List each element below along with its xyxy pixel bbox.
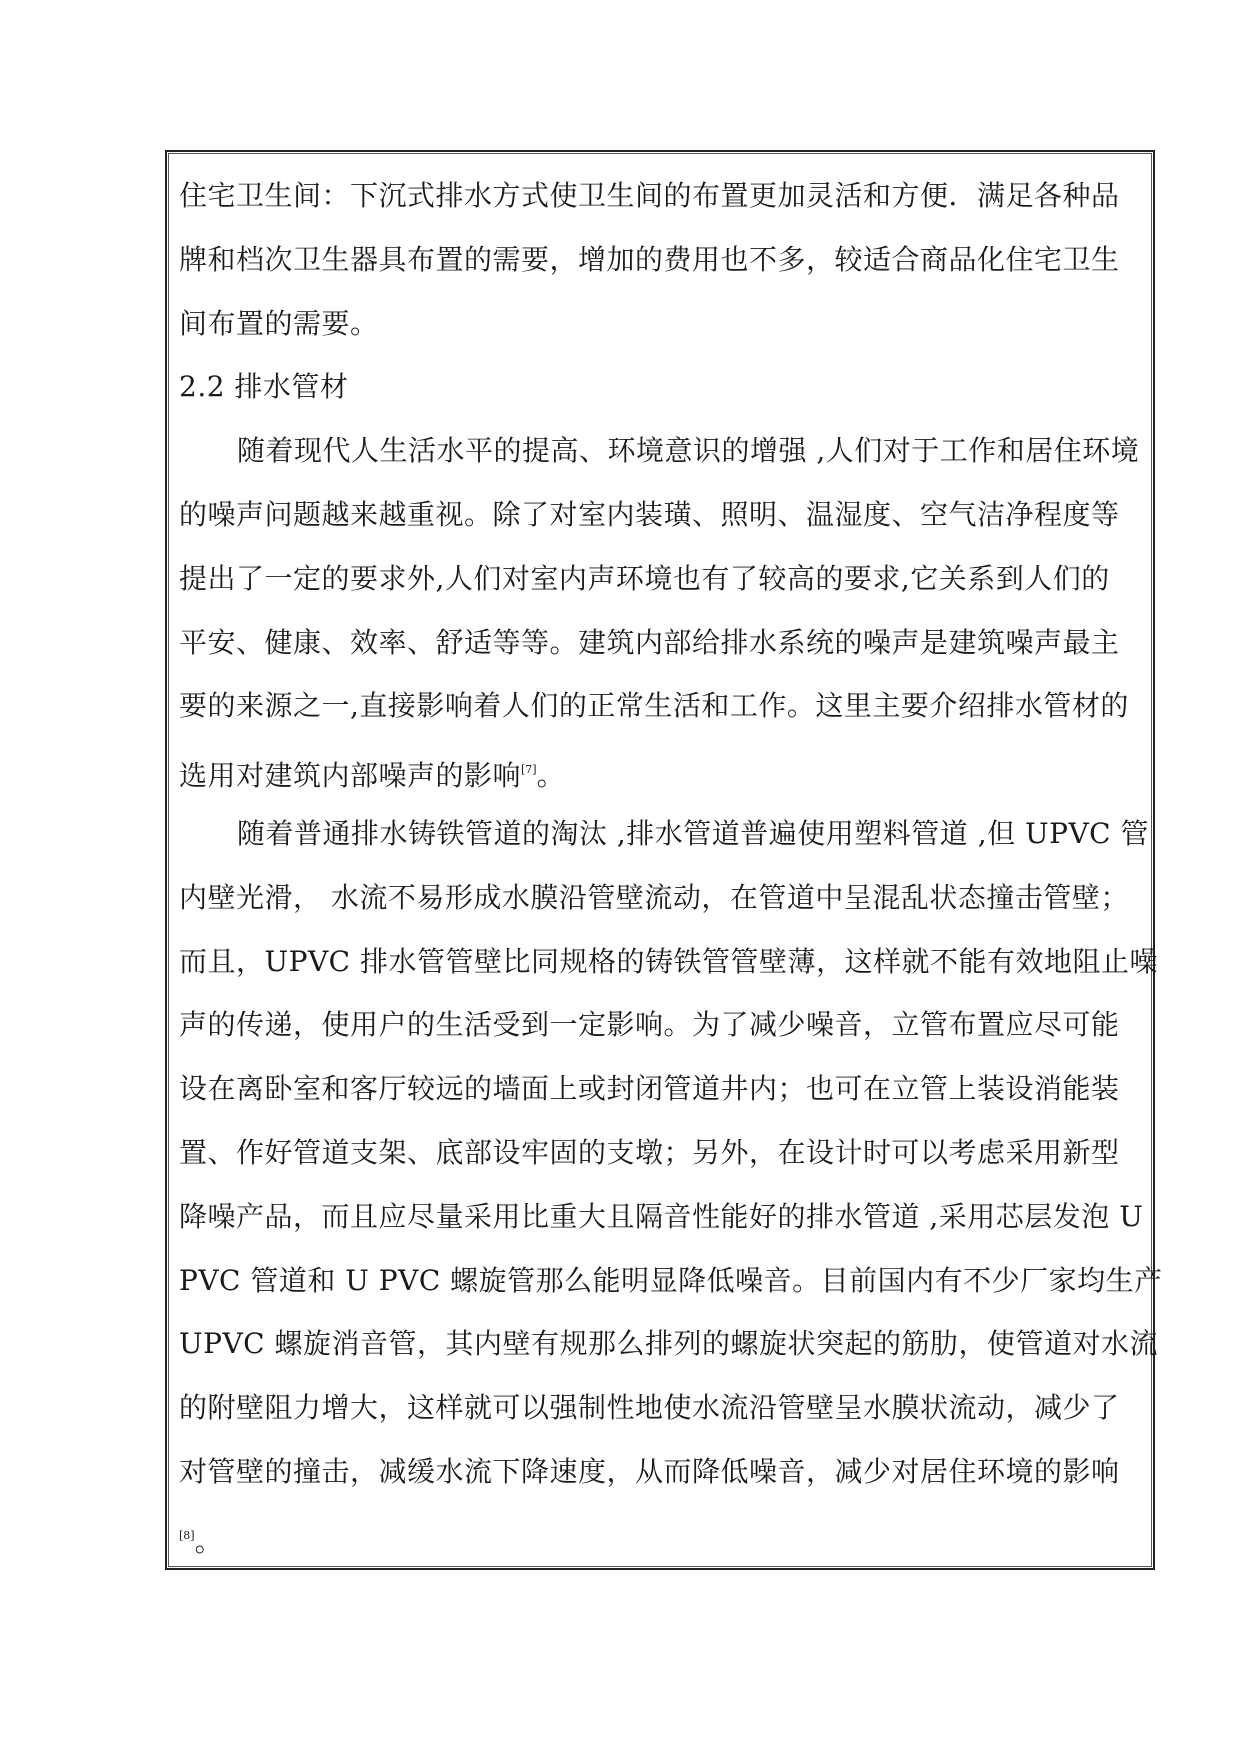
- text-line: 声的传递，使用户的生活受到一定影响。为了减少噪音，立管布置应尽可能: [179, 1008, 1120, 1042]
- text-line-with-citation: [179, 1504, 1139, 1568]
- text-line: 平安、健康、效率、舒适等等。建筑内部给排水系统的噪声是建筑噪声最主: [179, 625, 1120, 659]
- text-line: 设在离卧室和客厅较远的墙面上或封闭管道井内；也可在立管上装设消能装: [179, 1072, 1120, 1106]
- text-line: UPVC 螺旋消音管，其内壁有规那么排列的螺旋状突起的筋肋，使管道对水流: [179, 1327, 1158, 1361]
- text-line: 间布置的需要。: [179, 306, 379, 340]
- citation-ref: [8]: [179, 1528, 195, 1542]
- text-line: 降噪产品，而且应尽量采用比重大且隔音性能好的排水管道 ,采用芯层发泡 U: [179, 1199, 1144, 1233]
- text-line: 而且，UPVC 排水管管壁比同规格的铸铁管管壁薄，这样就不能有效地阻止噪: [179, 944, 1158, 978]
- section-heading: 2.2 排水管材: [179, 370, 349, 404]
- document-body: [179, 164, 1163, 1568]
- text-line: 的噪声问题越来越重视。除了对室内装璜、照明、温湿度、空气洁净程度等: [179, 497, 1120, 531]
- text-line: PVC 管道和 U PVC 螺旋管那么能明显降低噪音。目前国内有不少厂家均生产: [179, 1263, 1163, 1297]
- text-line: 要的来源之一,直接影响着人们的正常生活和工作。这里主要介绍排水管材的: [179, 689, 1129, 723]
- text-line: 置、作好管道支架、底部设牢固的支墩；另外，在设计时可以考虑采用新型: [179, 1135, 1120, 1169]
- text-line: 内壁光滑， 水流不易形成水膜沿管壁流动，在管道中呈混乱状态撞击管壁；: [179, 880, 1129, 914]
- text-line-with-citation: [179, 738, 1139, 802]
- citation-ref: [7]: [521, 763, 537, 777]
- period: 。: [194, 1524, 224, 1558]
- text-line: 对管壁的撞击，减缓水流下降速度，从而降低噪音，减少对居住环境的影响: [179, 1454, 1120, 1488]
- period: 。: [536, 759, 566, 793]
- text-line: 住宅卫生间：下沉式排水方式使卫生间的布置更加灵活和方便．满足各种品: [179, 179, 1120, 212]
- paragraph-first-line: 随着现代人生活水平的提高、环境意识的增强 ,人们对于工作和居住环境: [237, 434, 1140, 468]
- text-line: 提出了一定的要求外,人们对室内声环境也有了较高的要求,它关系到人们的: [179, 561, 1110, 595]
- text-line: 的附壁阻力增大，这样就可以强制性地使水流沿管壁呈水膜状流动，减少了: [179, 1391, 1120, 1425]
- text-line: 牌和档次卫生器具布置的需要，增加的费用也不多，较适合商品化住宅卫生: [179, 242, 1120, 276]
- document-frame: [165, 150, 1163, 1570]
- paragraph-first-line: 随着普通排水铸铁管道的淘汰 ,排水管道普遍使用塑料管道 ,但 UPVC 管: [237, 816, 1149, 850]
- text-fragment: 选用对建筑内部噪声的影响: [179, 759, 522, 793]
